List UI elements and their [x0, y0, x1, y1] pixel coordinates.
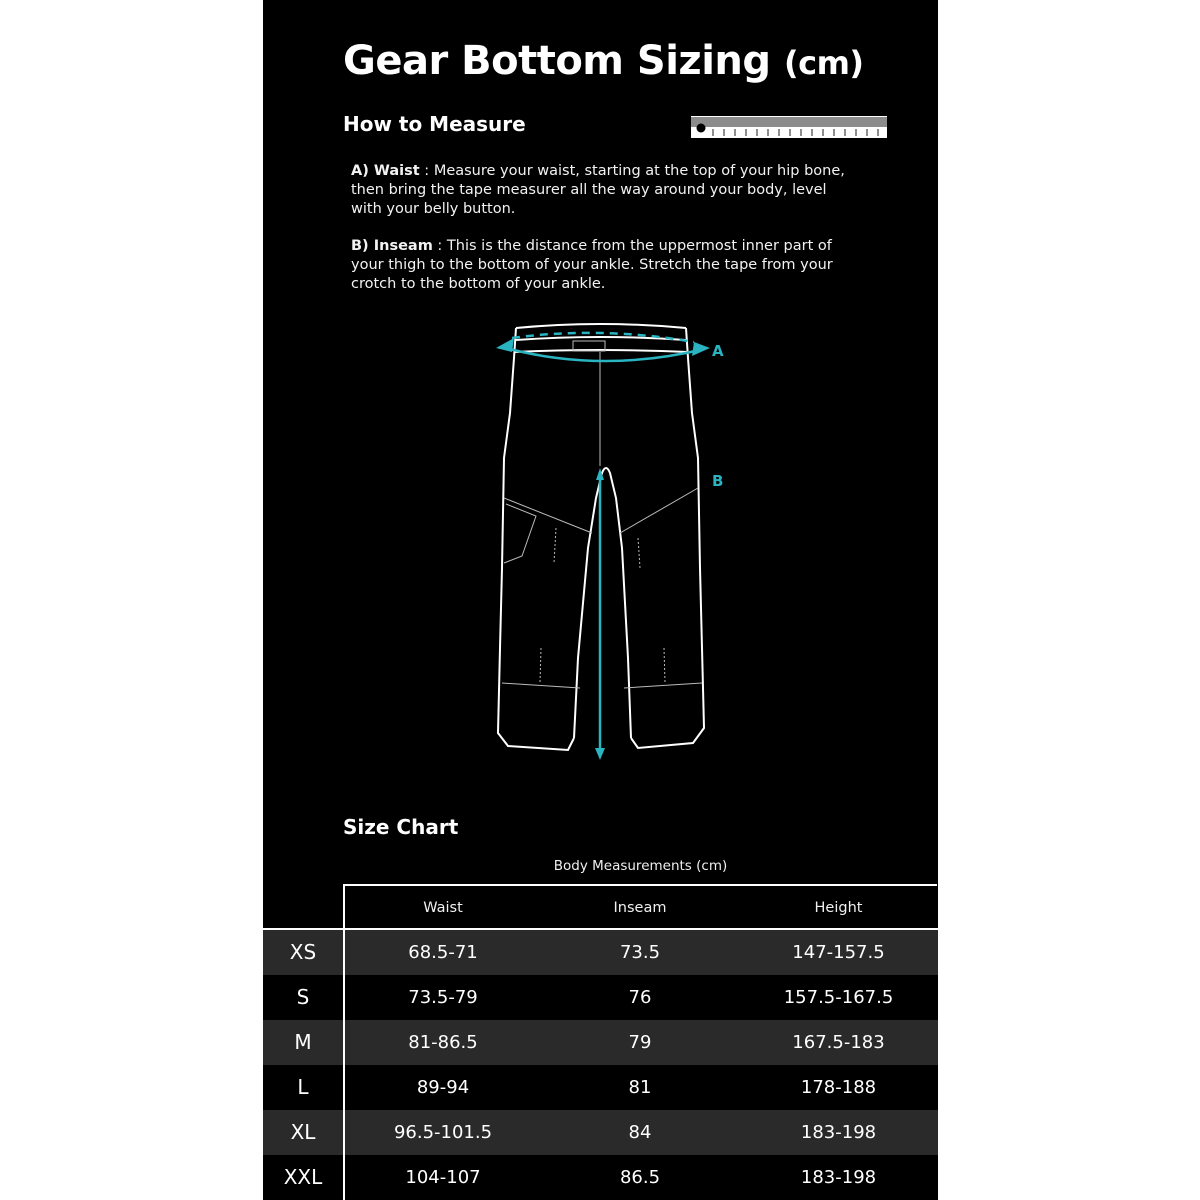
instruction-text: This is the distance from the uppermost inner part of your thigh to the bottom of your ankle. Stretch the tape from your crotch to the bottom of your ankle.	[351, 238, 833, 292]
title-text: Gear Bottom Sizing	[343, 38, 771, 84]
sizing-panel	[263, 0, 938, 1200]
table-divider-horizontal	[263, 928, 938, 930]
height-cell: 183-198	[800, 1167, 877, 1188]
ruler-icon	[691, 116, 887, 138]
size-chart-heading: Size Chart	[343, 815, 459, 839]
label-a: A	[712, 342, 724, 360]
waist-cell: 68.5-71	[408, 942, 478, 963]
table-divider-vertical	[343, 884, 345, 1200]
body-measurements-caption: Body Measurements (cm)	[553, 858, 728, 874]
title-unit: (cm)	[783, 44, 864, 82]
inseam-cell: 76	[628, 987, 652, 1008]
instruction-separator: :	[432, 238, 447, 254]
waist-cell: 96.5-101.5	[393, 1122, 493, 1143]
instruction-waist	[351, 162, 851, 219]
inseam-cell: 79	[628, 1032, 652, 1053]
instruction-separator: :	[419, 163, 434, 179]
page-title	[343, 38, 864, 84]
waist-cell: 73.5-79	[408, 987, 478, 1008]
pants-measurement-diagram	[488, 318, 728, 768]
size-label: M	[294, 1030, 312, 1054]
height-cell: 157.5-167.5	[783, 987, 894, 1008]
size-label: S	[296, 985, 310, 1009]
instruction-text: Measure your waist, starting at the top of your hip bone, then bring the tape measurer all the way around your body, level with your belly button.	[351, 163, 845, 217]
inseam-cell: 86.5	[619, 1167, 661, 1188]
table-row	[263, 975, 938, 1020]
table-row	[263, 1155, 938, 1200]
size-label: XS	[289, 940, 317, 964]
table-row	[263, 930, 938, 975]
waist-cell: 81-86.5	[408, 1032, 478, 1053]
instruction-inseam	[351, 237, 851, 294]
table-row	[263, 1065, 938, 1110]
waist-cell: 89-94	[416, 1077, 470, 1098]
height-cell: 178-188	[800, 1077, 877, 1098]
how-to-measure-heading: How to Measure	[343, 112, 526, 136]
table-row	[263, 1110, 938, 1155]
size-label: L	[297, 1075, 309, 1099]
inseam-cell: 81	[628, 1077, 652, 1098]
table-header	[343, 884, 937, 932]
instruction-label: B) Inseam	[351, 238, 433, 254]
size-label: XXL	[283, 1165, 323, 1189]
column-header-waist: Waist	[423, 900, 463, 916]
size-label: XL	[290, 1120, 316, 1144]
height-cell: 183-198	[800, 1122, 877, 1143]
measure-instructions	[351, 162, 851, 312]
inseam-cell: 84	[628, 1122, 652, 1143]
height-cell: 147-157.5	[792, 942, 885, 963]
column-header-inseam: Inseam	[613, 900, 667, 916]
inseam-cell: 73.5	[619, 942, 661, 963]
column-header-height: Height	[814, 900, 863, 916]
label-b: B	[712, 472, 724, 490]
waist-cell: 104-107	[405, 1167, 481, 1188]
height-cell: 167.5-183	[792, 1032, 885, 1053]
instruction-label: A) Waist	[351, 163, 420, 179]
table-row	[263, 1020, 938, 1065]
